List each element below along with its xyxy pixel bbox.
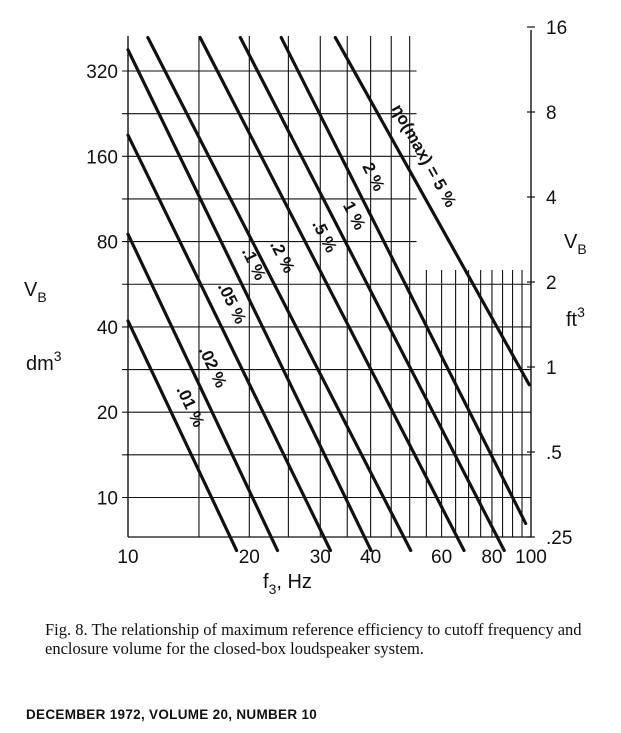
curve-label: .02 %	[194, 343, 231, 391]
y-left-axis-label: $V_B$	[24, 279, 47, 305]
x-axis-label: $f_3$, Hz	[263, 571, 312, 597]
x-tick-label: 10	[117, 547, 139, 568]
y-right-tick-label: 4	[546, 188, 557, 209]
efficiency-curve	[335, 38, 529, 385]
efficiency-curve	[128, 321, 237, 551]
x-tick-label: 20	[238, 547, 260, 568]
y-right-tick-label: 2	[546, 273, 557, 294]
curve-label: .5 %	[308, 216, 341, 256]
y-right-tick-label: .25	[546, 528, 573, 549]
x-tick-label: 100	[515, 547, 547, 568]
y-right-tick-label: .5	[546, 443, 562, 464]
figure-caption: Fig. 8. The relationship of maximum reference efficiency to cutoff frequency and enclosure volume for the closed-box loudspeaker system.	[45, 620, 582, 658]
y-left-tick-label: 40	[96, 317, 118, 339]
x-tick-label: 80	[481, 547, 503, 568]
x-tick-label: 30	[309, 547, 331, 568]
y-right-tick-label: 1	[546, 358, 557, 379]
y-right-tick-label: 8	[546, 103, 557, 124]
y-left-tick-label: 320	[86, 62, 118, 83]
y-left-tick-labels	[86, 62, 118, 510]
curve-label: .1 %	[237, 244, 270, 284]
curve-label: 2 %	[358, 159, 389, 195]
y-left-axis-unit: $dm^3$	[26, 348, 62, 375]
x-tick-labels	[117, 547, 546, 568]
y-right-axis-unit: $ft^3$	[566, 304, 585, 331]
curve-label: .01 %	[172, 382, 209, 431]
y-right-tick-labels	[546, 18, 572, 549]
x-tick-label: 60	[431, 547, 453, 568]
y-right-tick-label: 16	[546, 18, 568, 39]
y-right-axis-label: $V_B$	[564, 231, 587, 257]
y-left-tick-label: 10	[96, 488, 118, 510]
issue-footer: DECEMBER 1972, VOLUME 20, NUMBER 10	[26, 707, 318, 722]
curve-label: 1 %	[339, 198, 370, 234]
curve-label: .05 %	[213, 279, 251, 327]
y-left-tick-label: 20	[96, 403, 118, 425]
y-left-tick-label: 80	[96, 232, 118, 254]
x-tick-label: 40	[360, 547, 382, 568]
curve-label: ηo(max) = 5 %	[387, 101, 461, 211]
y-left-tick-label: 160	[86, 147, 118, 169]
curve-label: .2 %	[266, 237, 299, 277]
